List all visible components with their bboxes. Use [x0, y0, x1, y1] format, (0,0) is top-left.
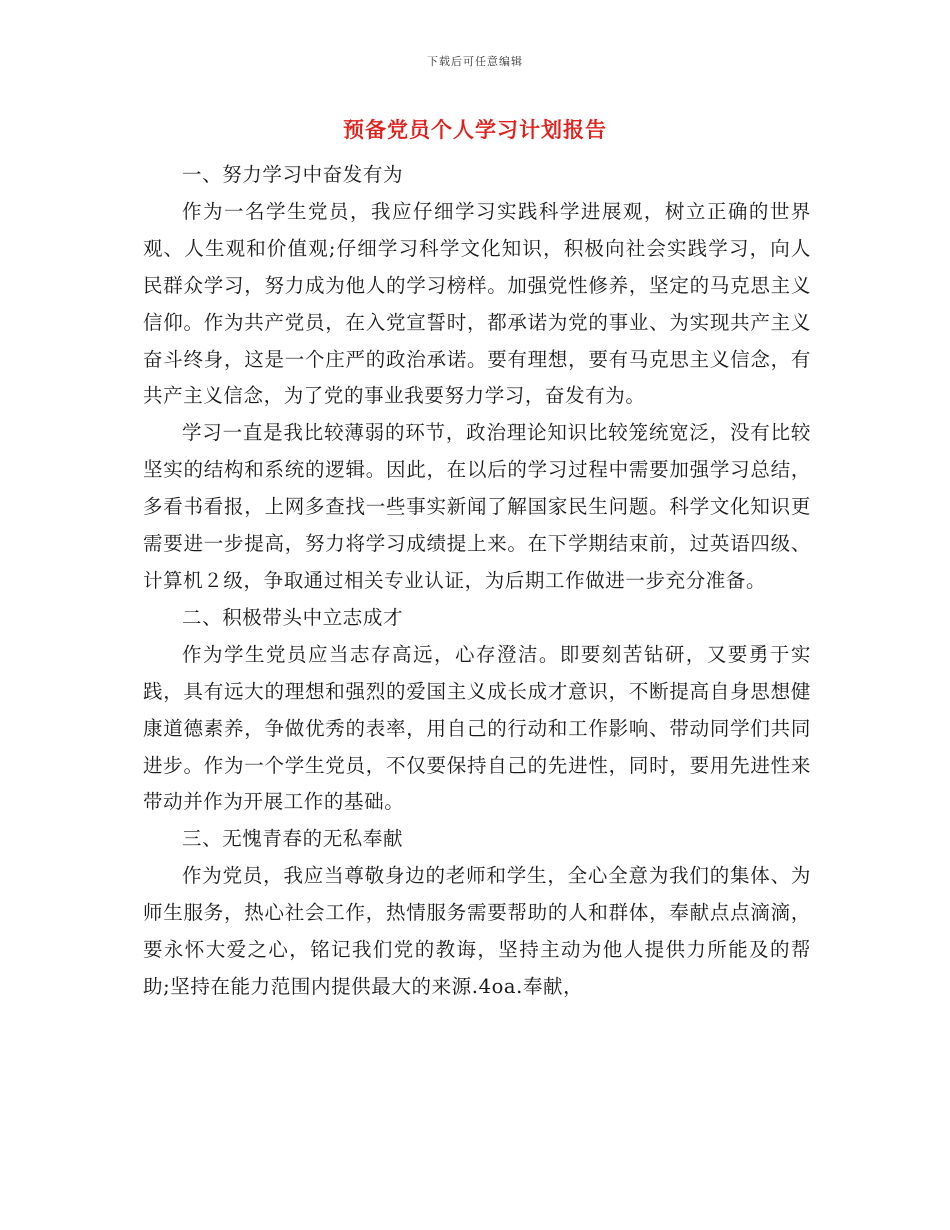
section-heading-2: 二、积极带头中立志成才 [182, 605, 404, 629]
document-title: 预备党员个人学习计划报告 [343, 117, 607, 142]
document-body [143, 157, 811, 1006]
paragraph: 作为党员，我应当尊敬身边的老师和学生，全心全意为我们的集体、为师生服务，热心社会工作，热情服务需要帮助的人和群体，奉献点点滴滴，要永怀大爱之心，铭记我们党的教诲，坚持主动为他人提供力所能及的帮助;坚持在能力范围内提供最大的来源.4oa.奉献， [143, 864, 811, 998]
paragraph: 学习一直是我比较薄弱的环节，政治理论知识比较笼统宽泛，没有比较坚实的结构和系统的逻辑。因此，在以后的学习过程中需要加强学习总结，多看书看报，上网多查找一些事实新闻了解国家民生问题。科学文化知识更需要进一步提高，努力将学习成绩提上来。在下学期结束前，过英语四级、计算机２级，争取通过相关专业认证，为后期工作做进一步充分准备。 [143, 421, 811, 592]
section-heading-3: 三、无愧青春的无私奉献 [182, 827, 404, 851]
paragraph: 作为学生党员应当志存高远，心存澄洁。即要刻苦钻研，又要勇于实践，具有远大的理想和强烈的爱国主义成长成才意识，不断提高自身思想健康道德素养，争做优秀的表率，用自己的行动和工作影响、带动同学们共同进步。作为一个学生党员，不仅要保持自己的先进性，同时，要用先进性来带动并作为开展工作的基础。 [143, 642, 811, 814]
section-heading-1: 一、努力学习中奋发有为 [182, 163, 404, 186]
paragraph: 作为一名学生党员，我应仔细学习实践科学进展观，树立正确的世界观、人生观和价值观;仔细学习科学文化知识，积极向社会实践学习，向人民群众学习，努力成为他人的学习榜样。加强党性修养，坚定的马克思主义信仰。作为共产党员，在入党宣誓时，都承诺为党的事业、为实现共产主义奋斗终身，这是一个庄严的政治承诺。要有理想，要有马克思主义信念，有共产主义信念，为了党的事业我要努力学习，奋发有为。 [143, 199, 811, 408]
header-note: 下载后可任意编辑 [427, 55, 523, 68]
